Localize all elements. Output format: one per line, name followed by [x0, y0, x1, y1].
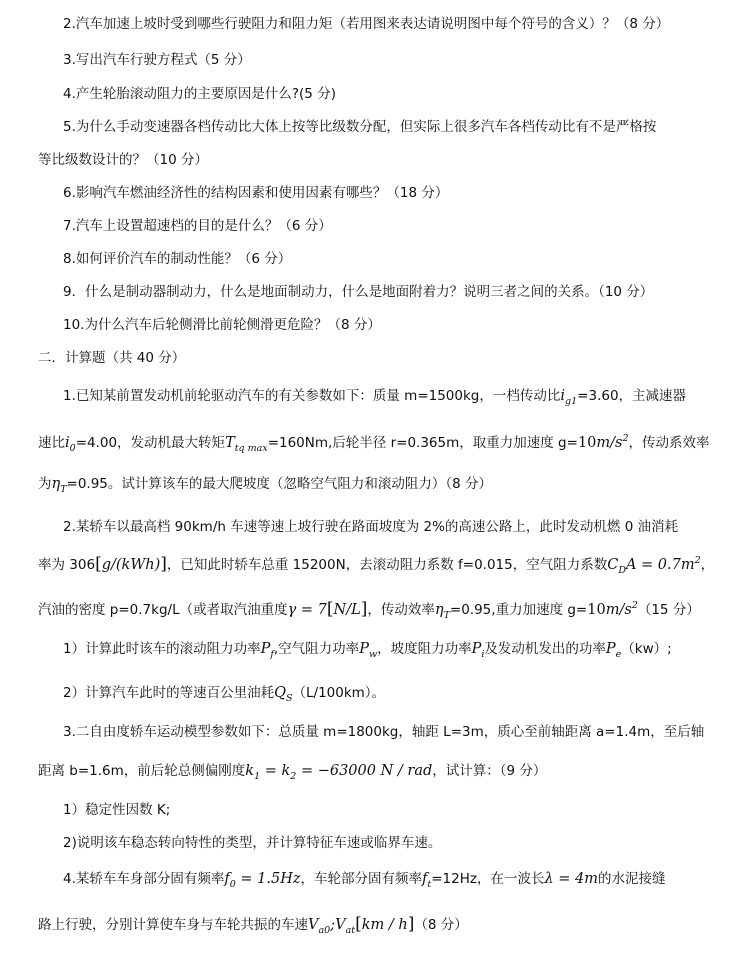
- problem-3-part-1: 1）稳定性因数 K;: [63, 802, 171, 818]
- problem-1-line-3: 为$\eta_T=0.95$。试计算该车的最大爬坡度（忽略空气阻力和滚动阻力）（8 分）: [38, 476, 493, 495]
- symbol-cornering-stiffness: $k_1 = k_2 = -63000$ N / rad: [245, 763, 433, 782]
- symbol-gravity-2: $10m/s^2$: [587, 600, 638, 618]
- problem-4-line-2: 路上行驶，分别计算使车身与车轮共振的车速$V_{a0};V_{at}[km / h](8$ 分）: [38, 914, 468, 936]
- question-5-line-1: 5.为什么手动变速器各档传动比大体上按等比级数分配，但实际上很多汽车各档传动比有不是严格按: [63, 119, 657, 135]
- problem-3-line-2: 距离 b=1.6m，前后轮总侧偏刚度$k_1 = k_2 = -63000$ N / rad，试计算：（9 分）: [38, 763, 547, 782]
- question-3: 3.写出汽车行驶方程式（5 分）: [63, 52, 251, 68]
- symbol-eta: η: [51, 476, 61, 492]
- symbol-ttq: T: [225, 435, 235, 451]
- question-7: 7.汽车上设置超速档的目的是什么？（6 分）: [63, 218, 332, 234]
- problem-1-line-2: 速比$i_0=4.00$，发动机最大转矩$T_{tq max}=160Nm$,后轮半径 r=0.365m，取重力加速度 $g=10m/s^2$，传动系效率: [38, 433, 710, 454]
- problem-2-part-1: 1）计算此时该车的滚动阻力功率$P_f$,空气阻力功率$P_w$，坡度阻力功率$P_i$及发动机发出的功率$P_e(kw)$;: [63, 641, 672, 660]
- symbol-pi: P: [471, 641, 482, 657]
- problem-3-line-1: 3.二自由度轿车运动模型参数如下：总质量 m=1800kg，轴距 L=3m，质心至前轴距离 a=1.4m，至后轴: [63, 724, 705, 740]
- symbol-ig1: i: [560, 388, 566, 404]
- symbol-cda: $C_DA = 0.7m^2$: [607, 555, 701, 576]
- symbol-i0: i: [65, 435, 70, 451]
- symbol-lambda: λ = 4m: [544, 871, 599, 887]
- problem-4-line-1: 4.某轿车车身部分固有频率$f_0 = 1.5Hz$，车轮部分固有频率$f_t=12Hz$，在一波长λ = 4m的水泥接缝: [63, 871, 666, 890]
- question-5-line-2: 等比级数设计的？（10 分）: [38, 152, 208, 168]
- symbol-qs: Q: [274, 685, 286, 701]
- problem-2-part-2: 2）计算汽车此时的等速百公里油耗$Q_S(L/100km)$。: [63, 685, 386, 704]
- question-9: 9．什么是制动器制动力，什么是地面制动力，什么是地面附着力？说明三者之间的关系。（10 分）: [63, 284, 654, 300]
- symbol-pe: P: [605, 641, 616, 657]
- symbol-pf: P: [260, 641, 271, 657]
- symbol-pw: P: [359, 641, 369, 657]
- question-8: 8.如何评价汽车的制动性能？（6 分）: [63, 251, 292, 267]
- problem-2-line-3: 汽油的密度 p=0.7kg/L（或者取汽油重度γ = 7[N/L]，传动效率$\eta_T=0.95$,重力加速度 $g=10m/s^2(15$ 分）: [38, 599, 700, 621]
- symbol-resonance-speeds: $V_{a0};V_{at}[km / h]$: [308, 914, 415, 936]
- symbol-gravity: $10m/s^2$: [577, 433, 629, 451]
- symbol-ft: f: [422, 871, 428, 887]
- symbol-fuel-rate: [g/(kWh)]: [95, 554, 167, 574]
- question-2: 2.汽车加速上坡时受到哪些行驶阻力和阻力矩（若用图来表达请说明图中每个符号的含义）？（8 分）: [63, 16, 670, 32]
- question-4: 4.产生轮胎滚动阻力的主要原因是什么?(5 分): [63, 86, 336, 102]
- problem-2-line-2: 率为 306[g/(kWh)]，已知此时轿车总重 15200N，去滚动阻力系数 f=0.015，空气阻力系数$C_DA = 0.7m^2$，: [38, 554, 715, 576]
- symbol-gamma: γ = 7[N/L]: [287, 599, 368, 619]
- problem-2-line-1: 2.某轿车以最高档 90km/h 车速等速上坡行驶在路面坡度为 2%的高速公路上，此时发动机燃 0 油消耗: [63, 519, 679, 535]
- section-2-heading: 二．计算题（共 40 分）: [38, 350, 186, 366]
- problem-1-line-1: 1.已知某前置发动机前轮驱动汽车的有关参数如下：质量 m=1500kg，一档传动比$i_{g1}=3.60$，主减速器: [63, 388, 687, 407]
- symbol-f0: $f_0 = 1.5Hz$: [224, 871, 301, 890]
- symbol-eta-2: η: [434, 602, 444, 618]
- question-10: 10.为什么汽车后轮侧滑比前轮侧滑更危险？（8 分）: [63, 317, 381, 333]
- problem-3-part-2: 2)说明该车稳态转向特性的类型，并计算特征车速或临界车速。: [63, 835, 442, 851]
- question-6: 6.影响汽车燃油经济性的结构因素和使用因素有哪些？（18 分）: [63, 185, 449, 201]
